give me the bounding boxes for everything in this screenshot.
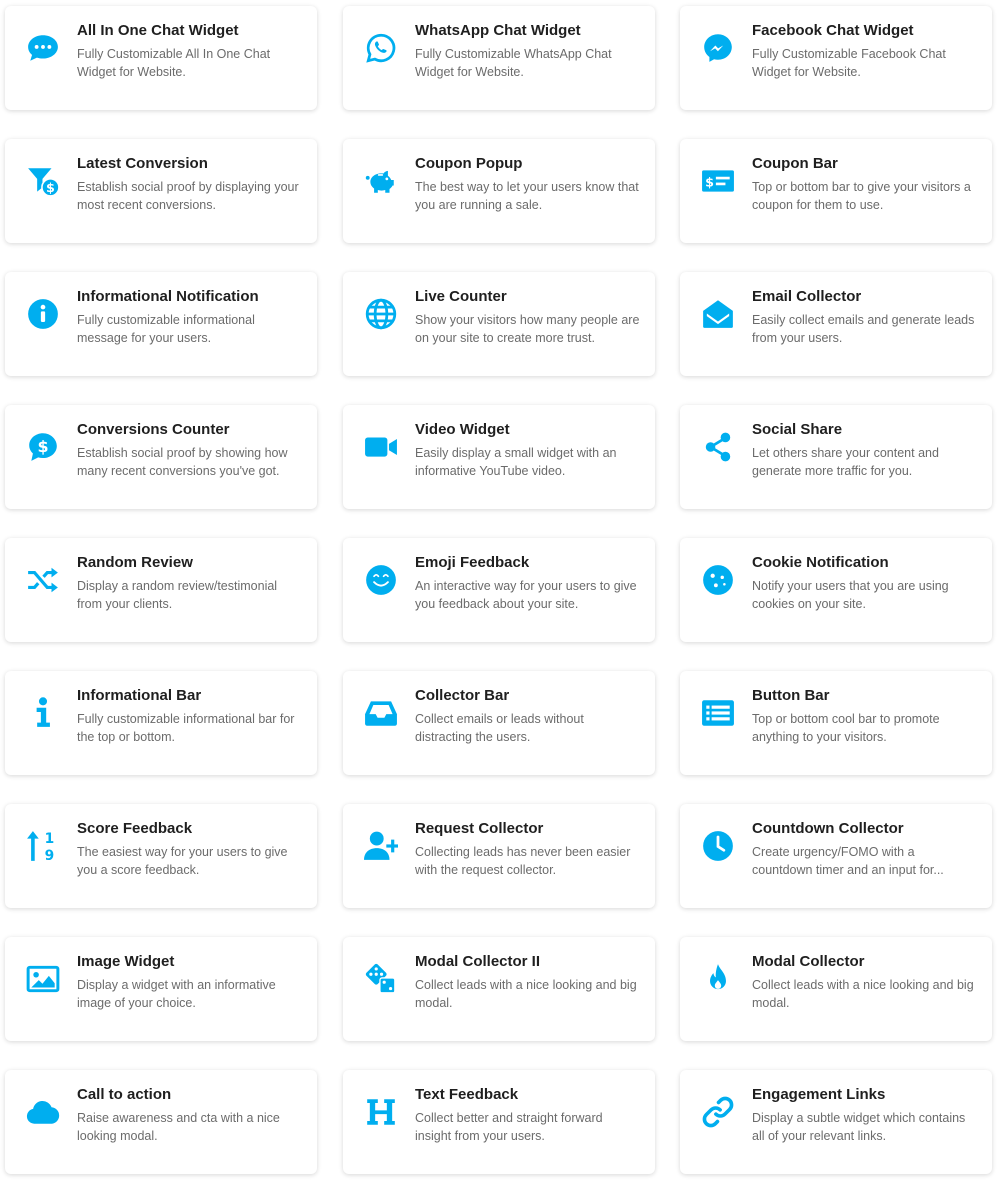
info-icon	[25, 695, 61, 731]
widget-card-video-widget[interactable]	[343, 405, 655, 509]
widget-card-social-share[interactable]	[680, 405, 992, 509]
inbox-tray-icon	[363, 695, 399, 731]
comment-dollar-icon	[25, 429, 61, 465]
widget-description: Display a subtle widget which contains all of your relevant links.	[752, 1111, 966, 1143]
widget-card-countdown-collector[interactable]	[680, 804, 992, 908]
messenger-icon	[700, 30, 736, 66]
widget-description: The best way to let your users know that you are running a sale.	[415, 180, 639, 212]
widget-title: Engagement Links	[752, 1086, 886, 1103]
widget-card-random-review[interactable]	[5, 538, 317, 642]
widget-title: Modal Collector II	[415, 953, 541, 970]
svg-text:9: 9	[44, 847, 55, 863]
widget-description: Fully Customizable WhatsApp Chat Widget for Website.	[415, 47, 612, 79]
widget-description: Fully customizable informational bar for the top or bottom.	[77, 712, 295, 744]
widget-title: Live Counter	[415, 288, 507, 305]
widget-description: Collecting leads has never been easier with the request collector.	[415, 845, 631, 877]
widget-title: Random Review	[77, 554, 193, 571]
widget-card-email-collector[interactable]	[680, 272, 992, 376]
widget-description: Collect better and straight forward insight from your users.	[415, 1111, 603, 1143]
widget-title: Score Feedback	[77, 820, 193, 837]
widget-title: Collector Bar	[415, 687, 510, 704]
sort-numeric-icon	[25, 828, 61, 864]
cookie-icon	[700, 562, 736, 598]
widget-title: WhatsApp Chat Widget	[415, 22, 581, 39]
widget-title: Video Widget	[415, 421, 510, 438]
user-plus-icon	[363, 828, 399, 864]
widget-description: Establish social proof by showing how many recent conversions you've got.	[77, 446, 288, 478]
widget-title: All In One Chat Widget	[77, 22, 239, 39]
dice-icon	[363, 961, 399, 997]
widget-card-latest-conversion[interactable]	[5, 139, 317, 243]
widget-card-coupon-bar[interactable]	[680, 139, 992, 243]
widget-card-image-widget[interactable]	[5, 937, 317, 1041]
shuffle-icon	[25, 562, 61, 598]
widget-description: Fully Customizable All In One Chat Widget for Website.	[77, 47, 271, 79]
widget-card-collector-bar[interactable]	[343, 671, 655, 775]
widget-card-emoji-feedback[interactable]	[343, 538, 655, 642]
svg-text:1: 1	[44, 830, 55, 847]
widget-title: Button Bar	[752, 687, 830, 704]
widget-title: Text Feedback	[415, 1086, 519, 1103]
widget-title: Coupon Bar	[752, 155, 838, 172]
widget-card-score-feedback[interactable]	[5, 804, 317, 908]
svg-text:$: $	[705, 175, 714, 191]
svg-text:$: $	[37, 436, 49, 456]
rectangle-list-icon	[700, 695, 736, 731]
funnel-dollar-icon	[25, 163, 61, 199]
widget-description: The easiest way for your users to give you a score feedback.	[77, 845, 288, 877]
widget-description: Top or bottom cool bar to promote anything to your visitors.	[752, 712, 940, 744]
widget-description: Create urgency/FOMO with a countdown timer and an input for...	[752, 845, 944, 877]
widget-title: Image Widget	[77, 953, 175, 970]
fire-icon	[700, 961, 736, 997]
widget-description: Fully customizable informational message for your users.	[77, 313, 255, 345]
widget-description: Display a random review/testimonial from your clients.	[77, 579, 278, 611]
widget-title: Email Collector	[752, 288, 862, 305]
widget-title: Conversions Counter	[77, 421, 230, 438]
widget-description: Let others share your content and generate more traffic for you.	[752, 446, 939, 478]
widget-description: Establish social proof by displaying your most recent conversions.	[77, 180, 299, 212]
widget-card-facebook-chat-widget[interactable]	[680, 6, 992, 110]
widget-title: Social Share	[752, 421, 843, 438]
widget-title: Call to action	[77, 1086, 172, 1103]
clock-icon	[700, 828, 736, 864]
widget-card-conversions-counter[interactable]	[5, 405, 317, 509]
widget-card-text-feedback[interactable]	[343, 1070, 655, 1174]
widget-title: Latest Conversion	[77, 155, 208, 172]
widget-card-whatsapp-chat-widget[interactable]	[343, 6, 655, 110]
widget-description: Collect emails or leads without distracting the users.	[415, 712, 584, 744]
widget-title: Cookie Notification	[752, 554, 889, 571]
share-nodes-icon	[700, 429, 736, 465]
video-camera-icon	[363, 429, 399, 465]
smile-icon	[363, 562, 399, 598]
piggy-bank-icon	[363, 163, 399, 199]
widget-title: Coupon Popup	[415, 155, 523, 172]
widget-description: Top or bottom bar to give your visitors a coupon for them to use.	[752, 180, 971, 212]
widget-card-request-collector[interactable]	[343, 804, 655, 908]
widget-title: Countdown Collector	[752, 820, 904, 837]
widget-description: Collect leads with a nice looking and big modal.	[415, 978, 637, 1010]
widget-card-engagement-links[interactable]	[680, 1070, 992, 1174]
globe-icon	[363, 296, 399, 332]
widget-description: Fully Customizable Facebook Chat Widget for Website.	[752, 47, 946, 79]
widget-title: Modal Collector	[752, 953, 865, 970]
widget-description: Raise awareness and cta with a nice looking modal.	[77, 1111, 280, 1143]
widget-title: Request Collector	[415, 820, 544, 837]
whatsapp-icon	[363, 30, 399, 66]
info-circle-icon	[25, 296, 61, 332]
money-check-icon	[700, 163, 736, 199]
widget-description: Show your visitors how many people are on your site to create more trust.	[415, 313, 640, 345]
widget-description: Easily display a small widget with an informative YouTube video.	[415, 446, 617, 478]
widget-description: Display a widget with an informative image of your choice.	[77, 978, 276, 1010]
chat-bubble-icon	[25, 30, 61, 66]
widget-card-modal-collector-ii[interactable]	[343, 937, 655, 1041]
widget-card-coupon-popup[interactable]	[343, 139, 655, 243]
image-icon	[25, 961, 61, 997]
widget-title: Informational Notification	[77, 288, 259, 305]
envelope-open-icon	[700, 296, 736, 332]
svg-text:$: $	[46, 181, 55, 197]
widget-description: An interactive way for your users to give you feedback about your site.	[415, 579, 637, 611]
widget-card-informational-bar[interactable]	[5, 671, 317, 775]
widget-card-button-bar[interactable]	[680, 671, 992, 775]
link-icon	[700, 1094, 736, 1130]
cloud-icon	[25, 1094, 61, 1130]
heading-h-icon	[363, 1094, 399, 1130]
widget-card-informational-notification[interactable]	[5, 272, 317, 376]
widget-title: Facebook Chat Widget	[752, 22, 914, 39]
widget-card-call-to-action[interactable]	[5, 1070, 317, 1174]
widget-description: Easily collect emails and generate leads from your users.	[752, 313, 975, 345]
widget-title: Emoji Feedback	[415, 554, 530, 571]
widget-card-live-counter[interactable]	[343, 272, 655, 376]
widget-card-modal-collector[interactable]	[680, 937, 992, 1041]
widget-description: Notify your users that you are using cookies on your site.	[752, 579, 949, 611]
widget-card-all-in-one-chat-widget[interactable]	[5, 6, 317, 110]
widget-card-cookie-notification[interactable]	[680, 538, 992, 642]
widget-description: Collect leads with a nice looking and big modal.	[752, 978, 974, 1010]
widget-title: Informational Bar	[77, 687, 202, 704]
